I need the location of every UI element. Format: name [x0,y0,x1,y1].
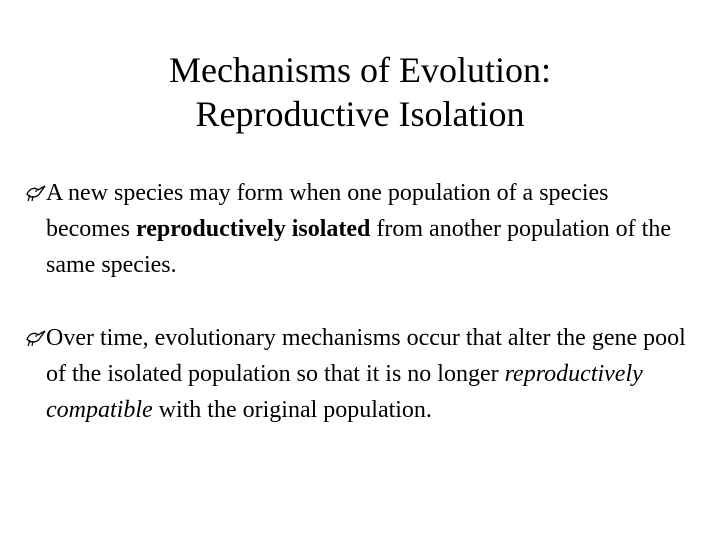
title-line-2: Reproductive Isolation [195,94,525,134]
bird-bullet-icon [26,185,46,203]
bullet-2-emphasis: reproductively compatible [46,361,643,423]
bird-bullet-icon [26,330,46,348]
bullet-1-text: A new species may form when one population of a species becomes [46,180,609,242]
bullet-item-2 [26,320,696,428]
bullet-1-text-end: from another population of the same species. [46,216,671,278]
title-line-1: Mechanisms of Evolution: [169,50,551,90]
bullet-2-text: Over time, evolutionary mechanisms occur that alter the gene pool of the isolated population so that it is no longer [46,325,686,387]
bullet-1-emphasis: reproductively isolated [135,216,371,242]
bullet-2-text-end: with the original population. [152,397,432,423]
bullet-item-1 [26,175,696,283]
slide-title [0,48,720,136]
bullet-list [26,175,696,428]
